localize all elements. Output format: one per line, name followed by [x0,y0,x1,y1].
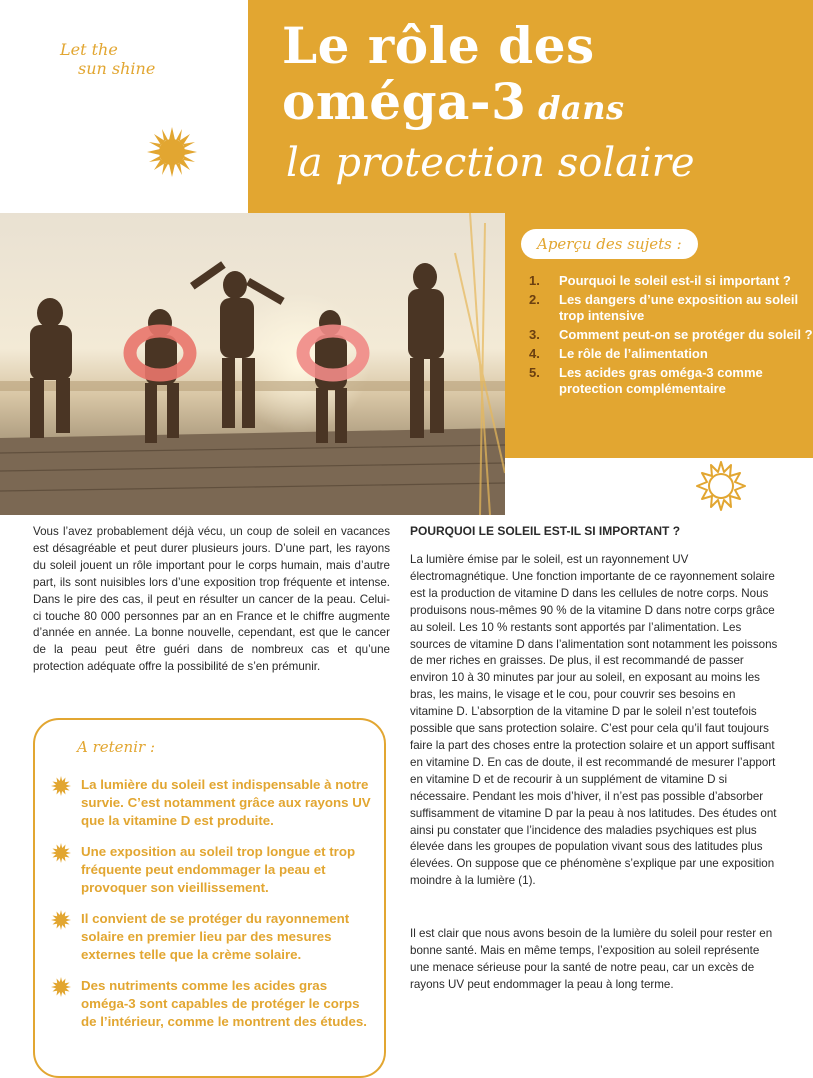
recap-list [51,776,371,1044]
topic-item [529,346,813,362]
page-title [282,18,802,188]
sun-bullet-icon [51,910,71,930]
sun-bullet-icon [51,843,71,863]
topic-number: 2. [529,292,540,307]
topic-item [529,292,813,324]
recap-heading: A retenir : [77,738,156,756]
topic-number: 5. [529,365,540,380]
tagline-line-2: sun shine [78,59,156,78]
title-line-2-main: oméga-3 [282,72,527,131]
section-title: POURQUOI LE SOLEIL EST-IL SI IMPORTANT ? [410,524,681,538]
title-line-2-script: dans [526,89,625,127]
topics-heading: Aperçu des sujets : [521,229,698,259]
topic-number: 4. [529,346,540,361]
topic-text: Comment peut-on se protéger du soleil ? [559,327,813,342]
topic-text: Les acides gras oméga-3 comme protection complémentaire [559,365,763,396]
topic-number: 1. [529,273,540,288]
topic-text: Les dangers d’une exposition au soleil trop intensive [559,292,799,323]
recap-text: Des nutriments comme les acides gras oméga-3 sont capables de protéger le corps de l’intérieur, comme le montrent des études. [81,978,367,1029]
sun-outline-icon [693,458,749,514]
recap-text: Une exposition au soleil trop longue et trop fréquente peut endommager la peau et provoquer son vieillissement. [81,844,356,895]
recap-text: Il convient de se protéger du rayonnement solaire en premier lieu par des mesures externes telle que la crème solaire. [81,911,350,962]
sun-icon [144,124,200,180]
sun-bullet-icon [51,977,71,997]
tagline [60,40,200,78]
sun-bullet-icon [51,776,71,796]
intro-paragraph: Vous l’avez probablement déjà vécu, un coup de soleil en vacances est désagréable et peut durer plusieurs jours. D’une part, les rayons du soleil jouent un rôle important pour le corps humain, mais d’autre part, ils sont nuisibles lors d’une exposition trop fréquente et intense. Dans le pire des cas, il peut en résulter un cancer de la peau. Celui-ci touche 80 000 personnes par an en France et le chiffre augmente d’année en année. La bonne nouvelle, cependant, est que le cancer de la peau peut être guéri dans de nombreux cas et qu’une protection adéquate offre la possibilité de s’en prémunir. [33,525,390,674]
body-paragraph-1: La lumière émise par le soleil, est un rayonnement UV électromagnétique. Une fonction importante de ce rayonnement solaire est la production de vitamine D dans les cellules de notre corps. Nous produisons nous-mêmes 90 % de la vitamine D dans notre corps grâce au soleil. Les 10 % restants sont apportés par l’alimentation. Les sources de vitamine D dans l’alimentation sont notamment les poissons de mer riches en graisses. De plus, il est recommandé de passer environ 10 à 30 minutes par jour au soleil, en exposant au moins les bras, les mains, le visage et le cou, pour couvrir ses besoins en vitamine D. L’absorption de la vitamine D par le soleil n’est toutefois possible que sans protection solaire. C’est pour cela qu’il faut toujours faire la part des choses entre la protection solaire et un apport suffisant en vitamine D. En cas de doute, il est recommandé de mesurer l’apport en vitamine D et de recourir à un supplément de vitamine D si nécessaire. Pendant les mois d’hiver, il n’est pas possible d’absorber suffisamment de vitamine D par la peau à nos latitudes. Des études ont ainsi pu constater que l’incidence des maladies psychiques est plus élevée dans les groupes de population vivant sous des latitudes plus élevées. On suppose que ce phénomène s’explique par une exposition moindre à la lumière (1). [410,553,778,888]
topic-number: 3. [529,327,540,342]
hero-photo [0,213,505,515]
title-line-3: la protection solaire [286,140,695,186]
body-paragraph-2: Il est clair que nous avons besoin de la lumière du soleil pour rester en bonne santé. Mais en même temps, l’exposition au soleil représente une menace sérieuse pour la santé de notre peau, car un excès de rayons UV peut endommager la peau à long terme. [410,927,773,991]
recap-item [51,843,371,897]
recap-item [51,977,371,1031]
recap-item [51,776,371,830]
topics-panel [505,213,813,458]
recap-text: La lumière du soleil est indispensable à notre survie. C’est notamment grâce aux rayons UV que la vitamine D est produite. [81,777,371,828]
recap-item [51,910,371,964]
title-line-2 [282,74,802,136]
topic-text: Le rôle de l’alimentation [559,346,708,361]
topic-item [529,365,813,397]
topic-item [529,327,813,343]
recap-box [33,718,386,1078]
topic-item [529,273,813,289]
tagline-line-1: Let the [60,40,118,59]
topics-list [529,273,813,400]
title-line-1: Le rôle des [282,16,595,75]
topic-text: Pourquoi le soleil est-il si important ? [559,273,791,288]
